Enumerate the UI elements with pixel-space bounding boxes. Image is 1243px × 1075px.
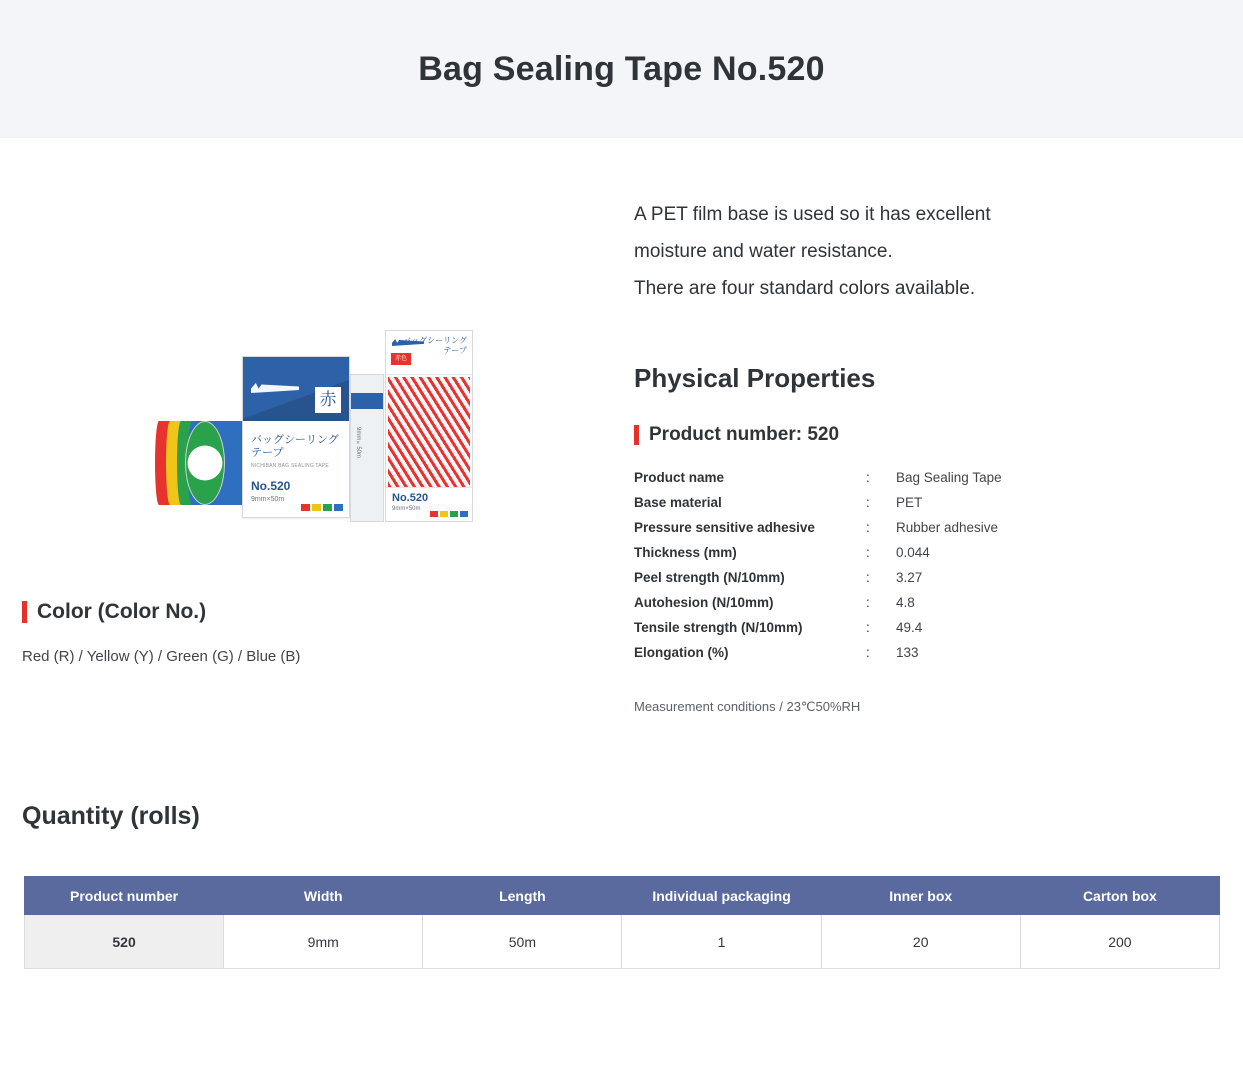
column-header-length: Length <box>423 877 622 915</box>
property-key: Base material <box>634 495 722 510</box>
carton-box-image <box>242 356 350 518</box>
right-column <box>634 196 1219 715</box>
property-key: Autohesion (N/10mm) <box>634 595 774 610</box>
cell-length: 50m <box>423 915 622 969</box>
color-values: Red (R) / Yellow (Y) / Green (G) / Blue (B) <box>22 648 301 665</box>
bag-footer <box>386 487 472 521</box>
column-header-inner-box: Inner box <box>821 877 1020 915</box>
property-separator: : <box>866 570 870 585</box>
description-line-3: There are four standard colors available. <box>634 278 976 299</box>
property-value: 49.4 <box>896 620 923 635</box>
quantity-table-wrapper <box>24 876 1220 969</box>
property-value: 4.8 <box>896 595 915 610</box>
box-kanji-label: 赤 <box>315 387 341 413</box>
quantity-title: Quantity (rolls) <box>22 802 200 830</box>
table-row <box>634 465 1002 490</box>
bagged-product-image <box>385 330 473 522</box>
side-box-image <box>350 374 384 522</box>
table-header-row <box>25 877 1220 915</box>
cell-individual-packaging: 1 <box>622 915 821 969</box>
physical-properties-title: Physical Properties <box>634 363 876 393</box>
accent-bar-icon <box>634 425 639 445</box>
table-row <box>634 590 1002 615</box>
property-key: Product name <box>634 470 725 485</box>
bag-color-tag: 赤色 <box>391 353 411 365</box>
property-separator: : <box>866 595 870 610</box>
table-row <box>634 490 1002 515</box>
property-value: Rubber adhesive <box>896 520 999 535</box>
table-row <box>634 540 1002 565</box>
page-header <box>0 0 1243 138</box>
property-value: 3.27 <box>896 570 923 585</box>
page-title: Bag Sealing Tape No.520 <box>418 49 825 88</box>
property-key: Elongation (%) <box>634 645 729 660</box>
physical-properties-table <box>634 465 1002 665</box>
product-number-label: Product number: 520 <box>649 424 840 445</box>
cell-inner-box: 20 <box>821 915 1020 969</box>
property-separator: : <box>866 520 870 535</box>
property-separator: : <box>866 545 870 560</box>
property-separator: : <box>866 470 870 485</box>
box-lid <box>243 357 349 421</box>
cell-width: 9mm <box>224 915 423 969</box>
color-section-heading <box>22 600 612 624</box>
bag-product-number: No.520 <box>392 492 429 504</box>
box-spec: 9mm×50m <box>251 496 285 503</box>
bag-color-swatches <box>430 511 468 517</box>
side-box-spec: 9mm×50m <box>355 427 361 459</box>
box-en-name: NICHIBAN BAG SEALING TAPE <box>251 463 329 469</box>
description-line-1: A PET film base is used so it has excellent <box>634 204 991 225</box>
box-jp-name: バッグシーリング テープ <box>251 433 339 459</box>
property-separator: : <box>866 620 870 635</box>
bag-header <box>386 331 472 375</box>
property-key: Tensile strength (N/10mm) <box>634 620 803 635</box>
property-key: Thickness (mm) <box>634 545 737 560</box>
bag-tape-coils <box>388 377 470 487</box>
measurement-conditions: Measurement conditions / 23℃50%RH <box>634 699 861 714</box>
cell-carton-box: 200 <box>1020 915 1219 969</box>
table-row <box>25 915 1220 969</box>
property-key: Peel strength (N/10mm) <box>634 570 785 585</box>
cell-product-number: 520 <box>25 915 224 969</box>
bag-jp-name: バッグシーリング テープ <box>403 336 467 355</box>
bag-spec: 9mm×50m <box>392 506 421 512</box>
table-row <box>634 565 1002 590</box>
box-product-number: No.520 <box>251 479 291 493</box>
quantity-table <box>24 876 1220 969</box>
product-description <box>634 196 1219 307</box>
table-row <box>634 615 1002 640</box>
property-value: 133 <box>896 645 919 660</box>
column-header-carton-box: Carton box <box>1020 877 1219 915</box>
property-value: 0.044 <box>896 545 930 560</box>
color-section-title: Color (Color No.) <box>37 600 207 623</box>
column-header-width: Width <box>224 877 423 915</box>
main-content <box>0 138 1243 778</box>
box-color-swatches <box>301 504 343 511</box>
property-separator: : <box>866 645 870 660</box>
accent-bar-icon <box>22 601 27 623</box>
property-key: Pressure sensitive adhesive <box>634 520 815 535</box>
column-header-individual-packaging: Individual packaging <box>622 877 821 915</box>
product-photo <box>67 178 567 538</box>
left-column <box>22 178 612 665</box>
description-line-2: moisture and water resistance. <box>634 241 893 262</box>
product-number-heading <box>634 424 1219 446</box>
property-separator: : <box>866 495 870 510</box>
property-value: Bag Sealing Tape <box>896 470 1002 485</box>
table-row <box>634 515 1002 540</box>
tape-roll-image <box>155 421 227 505</box>
nichiban-logo-icon <box>251 383 299 393</box>
property-value: PET <box>896 495 923 510</box>
table-row <box>634 640 1002 665</box>
column-header-product-number: Product number <box>25 877 224 915</box>
